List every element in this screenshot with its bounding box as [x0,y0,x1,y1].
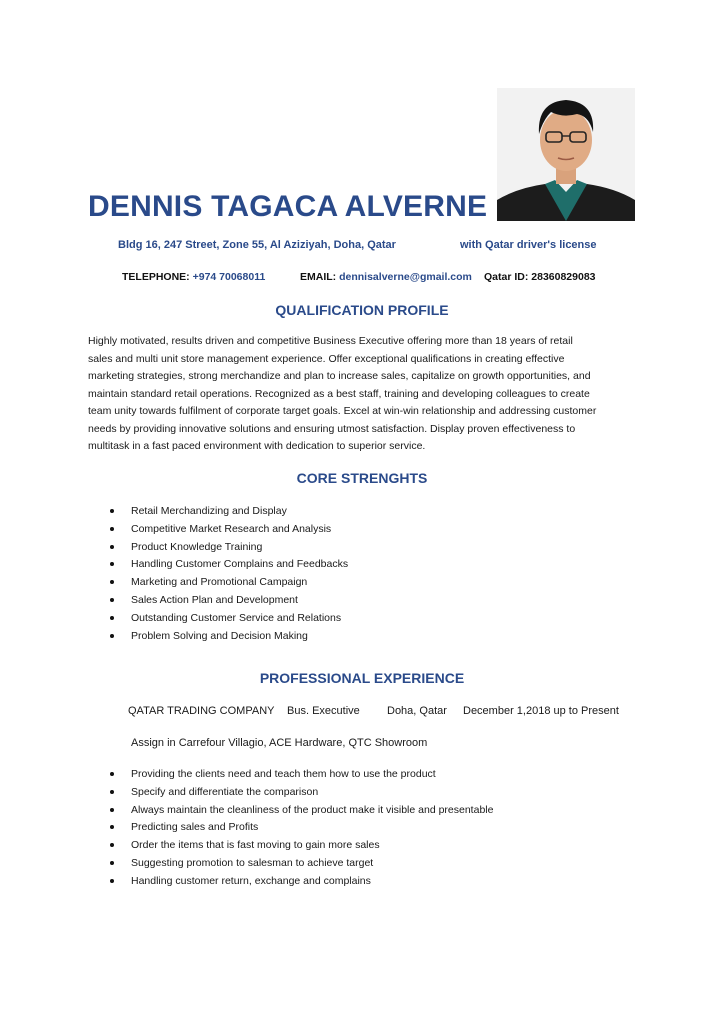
bullet-icon [110,527,114,531]
bullet-icon [110,634,114,638]
profile-line: team unity towards fulfilment of corporate target goals. Excel at win-win relationship and addressing customer [88,405,597,417]
bullet-icon [110,772,114,776]
duties-list [0,766,493,891]
driver-license-note: with Qatar driver's license [460,239,597,251]
company-name: QATAR TRADING COMPANY [128,705,275,717]
qatar-id-item [484,271,596,283]
address-row [118,239,608,255]
core-strengths-list [0,503,348,645]
list-item [0,855,493,873]
telephone-label: TELEPHONE: [122,271,190,283]
list-item [0,521,348,539]
bullet-icon [110,562,114,566]
candidate-name: DENNIS TAGACA ALVERNE [88,190,488,223]
bullet-icon [110,825,114,829]
duty-text: Specify and differentiate the comparison [131,785,319,798]
duty-text: Always maintain the cleanliness of the product make it visible and presentable [131,803,494,816]
email-label: EMAIL: [300,271,337,283]
job-assignment: Assign in Carrefour Villagio, ACE Hardware, QTC Showroom [131,737,428,749]
duty-text: Order the items that is fast moving to gain more sales [131,839,380,852]
email-value[interactable]: dennisalverne@gmail.com [339,271,472,283]
profile-line: needs by providing innovative solutions and ensuring utmost satisfaction. Display proven effectiveness to [88,422,576,435]
profile-photo [497,88,635,221]
list-item [0,837,493,855]
list-item [0,628,348,646]
list-item [0,766,493,784]
contact-row [122,271,612,287]
duty-text: Providing the clients need and teach them how to use the product [131,768,436,780]
strength-text: Marketing and Promotional Campaign [131,576,308,589]
strength-text: Problem Solving and Decision Making [131,629,308,642]
strength-text: Handling Customer Complains and Feedbacks [131,558,349,571]
bullet-icon [110,598,114,602]
profile-line: maintain standard retail operations. Recognized as a best staff, training and developing colleagues to create [88,387,590,400]
profile-line: marketing strategies, strong merchandize and plan to increase sales, capitalize on growth opportunities, and [88,370,591,382]
bullet-icon [110,790,114,794]
bullet-icon [110,616,114,620]
email-item [300,271,472,283]
list-item [0,873,493,891]
qatar-id-value: 28360829083 [531,271,596,283]
list-item [0,784,493,802]
job-period: December 1,2018 up to Present [463,705,619,717]
list-item [0,574,348,592]
list-item [0,592,348,610]
strength-text: Outstanding Customer Service and Relations [131,611,342,624]
bullet-icon [110,545,114,549]
qatar-id-label: Qatar ID: [484,271,529,283]
job-position: Bus. Executive [287,705,360,717]
job-location: Doha, Qatar [387,705,447,717]
duty-text: Handling customer return, exchange and complains [131,874,371,887]
bullet-icon [110,879,114,883]
job-header [128,705,648,721]
list-item [0,610,348,628]
strength-text: Competitive Market Research and Analysis [131,522,332,535]
duty-text: Predicting sales and Profits [131,821,259,834]
strength-text: Product Knowledge Training [131,540,263,553]
profile-line: sales and multi unit store management experience. Offer exceptional qualifications in creating effective [88,352,565,365]
strength-text: Retail Merchandizing and Display [131,505,287,517]
bullet-icon [110,861,114,865]
telephone-value: +974 70068011 [192,271,266,283]
qualification-profile [88,333,640,456]
bullet-icon [110,843,114,847]
core-strengths-title: CORE STRENGHTS [296,470,428,486]
bullet-icon [110,580,114,584]
duty-text: Suggesting promotion to salesman to achieve target [131,856,374,869]
profile-line: multitask in a fast paced environment with dedication to superior service. [88,440,426,452]
list-item [0,556,348,574]
experience-title: PROFESSIONAL EXPERIENCE [259,670,465,686]
telephone-item [122,271,265,283]
bullet-icon [110,808,114,812]
qualification-title: QUALIFICATION PROFILE [275,302,449,318]
list-item [0,802,493,820]
list-item [0,819,493,837]
bullet-icon [110,509,114,513]
strength-text: Sales Action Plan and Development [131,593,298,606]
profile-line: Highly motivated, results driven and competitive Business Executive offering more than 18 years of retail [88,335,573,347]
list-item [0,539,348,557]
list-item [0,503,348,521]
address: Bldg 16, 247 Street, Zone 55, Al Aziziyah, Doha, Qatar [118,239,396,251]
